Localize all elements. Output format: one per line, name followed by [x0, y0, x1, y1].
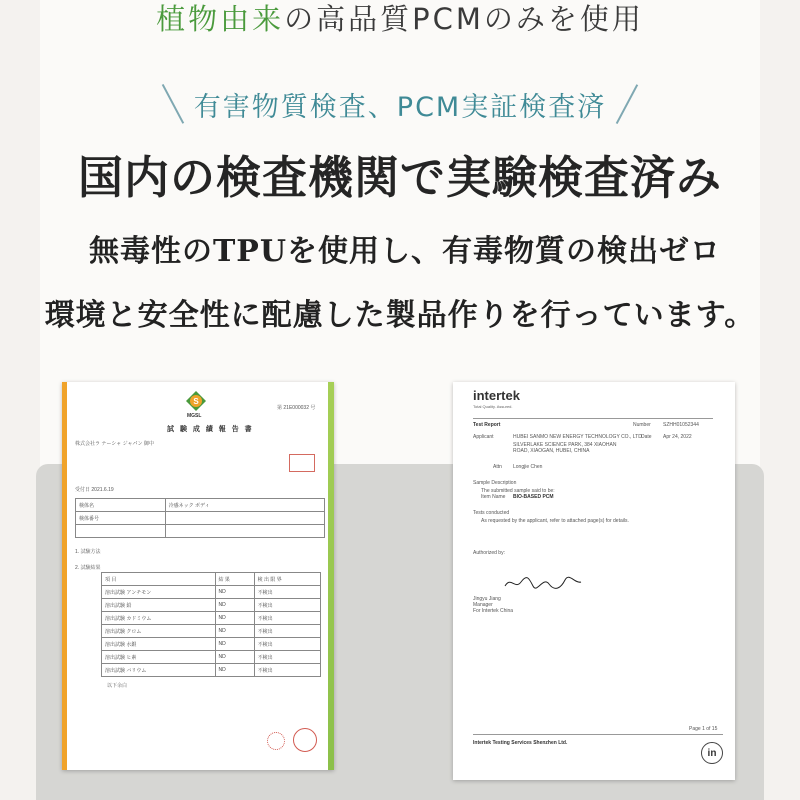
- header-rule: [473, 418, 713, 419]
- result-item: 溶出試験 カドミウム: [102, 612, 216, 625]
- result-value: ND: [215, 651, 254, 664]
- report-label: Test Report: [473, 422, 501, 428]
- result-value: ND: [215, 638, 254, 651]
- result-value: ND: [215, 586, 254, 599]
- result-item: 溶出試験 バリウム: [102, 664, 216, 677]
- sample-label: 検体名: [76, 499, 166, 512]
- signer-role: Manager: [473, 602, 493, 608]
- tests-label: Tests conducted: [473, 510, 510, 516]
- round-stamp-icon: [293, 728, 317, 752]
- table-row: [102, 599, 321, 612]
- applicant: HUBEI SANMO NEW ENERGY TECHNOLOGY CO., LTD.: [513, 434, 644, 440]
- authorized-label: Authorized by:: [473, 550, 505, 556]
- result-limit: 不検出: [254, 638, 320, 651]
- result-limit: 不検出: [254, 651, 320, 664]
- table-row: [102, 625, 321, 638]
- report-date: Apr 24, 2022: [663, 434, 692, 440]
- intertek-in-mark-icon: in: [701, 742, 723, 764]
- slash-left-decoration: [162, 84, 184, 124]
- results-table: [101, 572, 321, 677]
- mgsl-logo-icon: [185, 390, 207, 412]
- section-2: 2. 試験結果: [75, 565, 101, 571]
- header-result: 結 果: [215, 573, 254, 586]
- table-row: [102, 664, 321, 677]
- page-number: Page 1 of 15: [689, 726, 718, 732]
- table-row: [102, 586, 321, 599]
- intertek-test-report: [453, 382, 735, 780]
- report-number: SZHH01052344: [663, 422, 699, 428]
- header-limit: 検 出 限 界: [254, 573, 320, 586]
- result-item: 溶出試験 水銀: [102, 638, 216, 651]
- ref-number: 第 21E000032 号: [277, 405, 316, 411]
- attn-name: Longjie Chen: [513, 464, 543, 470]
- applicant-label: Applicant: [473, 434, 494, 440]
- headline-green: 植物由来: [156, 2, 285, 36]
- slash-right-decoration: [616, 84, 638, 124]
- sample-desc: The submitted sample said to be:: [481, 488, 555, 494]
- subhead-text: 有害物質検査、PCM実証検査済: [193, 91, 607, 123]
- footer-rule: [473, 734, 723, 735]
- body-line-1: 無毒性のTPUを使用し、有毒物質の検出ゼロ: [88, 234, 722, 269]
- result-item: 溶出試験 アンチモン: [102, 586, 216, 599]
- footer-note: 以下余白: [107, 683, 128, 689]
- result-value: ND: [215, 625, 254, 638]
- result-limit: 不検出: [254, 664, 320, 677]
- receive-date: 受付日 2021.6.19: [75, 487, 114, 493]
- sample-name: 冷感ネック ボディ: [165, 499, 324, 512]
- result-value: ND: [215, 612, 254, 625]
- body-line-2: 環境と安全性に配慮した製品作りを行っています。: [44, 298, 756, 333]
- mgsl-test-report: [62, 382, 334, 770]
- sample-info-table: [75, 498, 325, 538]
- signature-icon: [503, 574, 583, 592]
- attn-label: Attn: [493, 464, 502, 470]
- number-label: Number: [633, 422, 651, 428]
- result-limit: 不検出: [254, 599, 320, 612]
- headline-rest: の高品質PCMのみを使用: [284, 2, 644, 36]
- headline: [0, 0, 800, 38]
- item-name-label: Item Name: [481, 494, 506, 500]
- intertek-tagline: Total Quality. Assured.: [473, 404, 513, 409]
- result-value: ND: [215, 664, 254, 677]
- sample-no-label: 検体番号: [76, 512, 166, 525]
- intertek-logo: intertek: [473, 388, 520, 403]
- date-label: Date: [641, 434, 652, 440]
- tests-text: As requested by the applicant, refer to attached page(s) for details.: [481, 518, 629, 524]
- client-name: 株式会社ラ ナーシャ ジャパン 御中: [75, 441, 154, 447]
- table-row: [102, 612, 321, 625]
- page-title: 国内の検査機関で実験検査済み: [77, 151, 722, 204]
- svg-text:S: S: [193, 397, 199, 406]
- result-item: 溶出試験 鉛: [102, 599, 216, 612]
- mgsl-logo-text: MGSL: [187, 413, 202, 419]
- result-value: ND: [215, 599, 254, 612]
- result-limit: 不検出: [254, 612, 320, 625]
- signer-name: Jingyu Jiang: [473, 596, 501, 602]
- result-item: 溶出試験 ヒ素: [102, 651, 216, 664]
- square-stamp-icon: [289, 454, 315, 472]
- footer-company: Intertek Testing Services Shenzhen Ltd.: [473, 740, 568, 746]
- result-item: 溶出試験 クロム: [102, 625, 216, 638]
- result-limit: 不検出: [254, 625, 320, 638]
- sample-desc-label: Sample Description: [473, 480, 517, 486]
- signer-org: For Intertek China: [473, 608, 514, 614]
- subhead: [0, 82, 800, 126]
- table-row: [102, 638, 321, 651]
- applicant-address: SILVERLAKE SCIENCE PARK, 384 XIAOHAN ROAD, XIAOGAN, HUBEI, CHINA: [513, 442, 617, 454]
- header-item: 項 目: [102, 573, 216, 586]
- table-row: [102, 651, 321, 664]
- item-name: BIO-BASED PCM: [513, 494, 554, 500]
- report-title: 試 験 成 績 報 告 書: [167, 426, 254, 433]
- section-1: 1. 試験方法: [75, 549, 101, 555]
- seal-icon: [267, 732, 285, 750]
- result-limit: 不検出: [254, 586, 320, 599]
